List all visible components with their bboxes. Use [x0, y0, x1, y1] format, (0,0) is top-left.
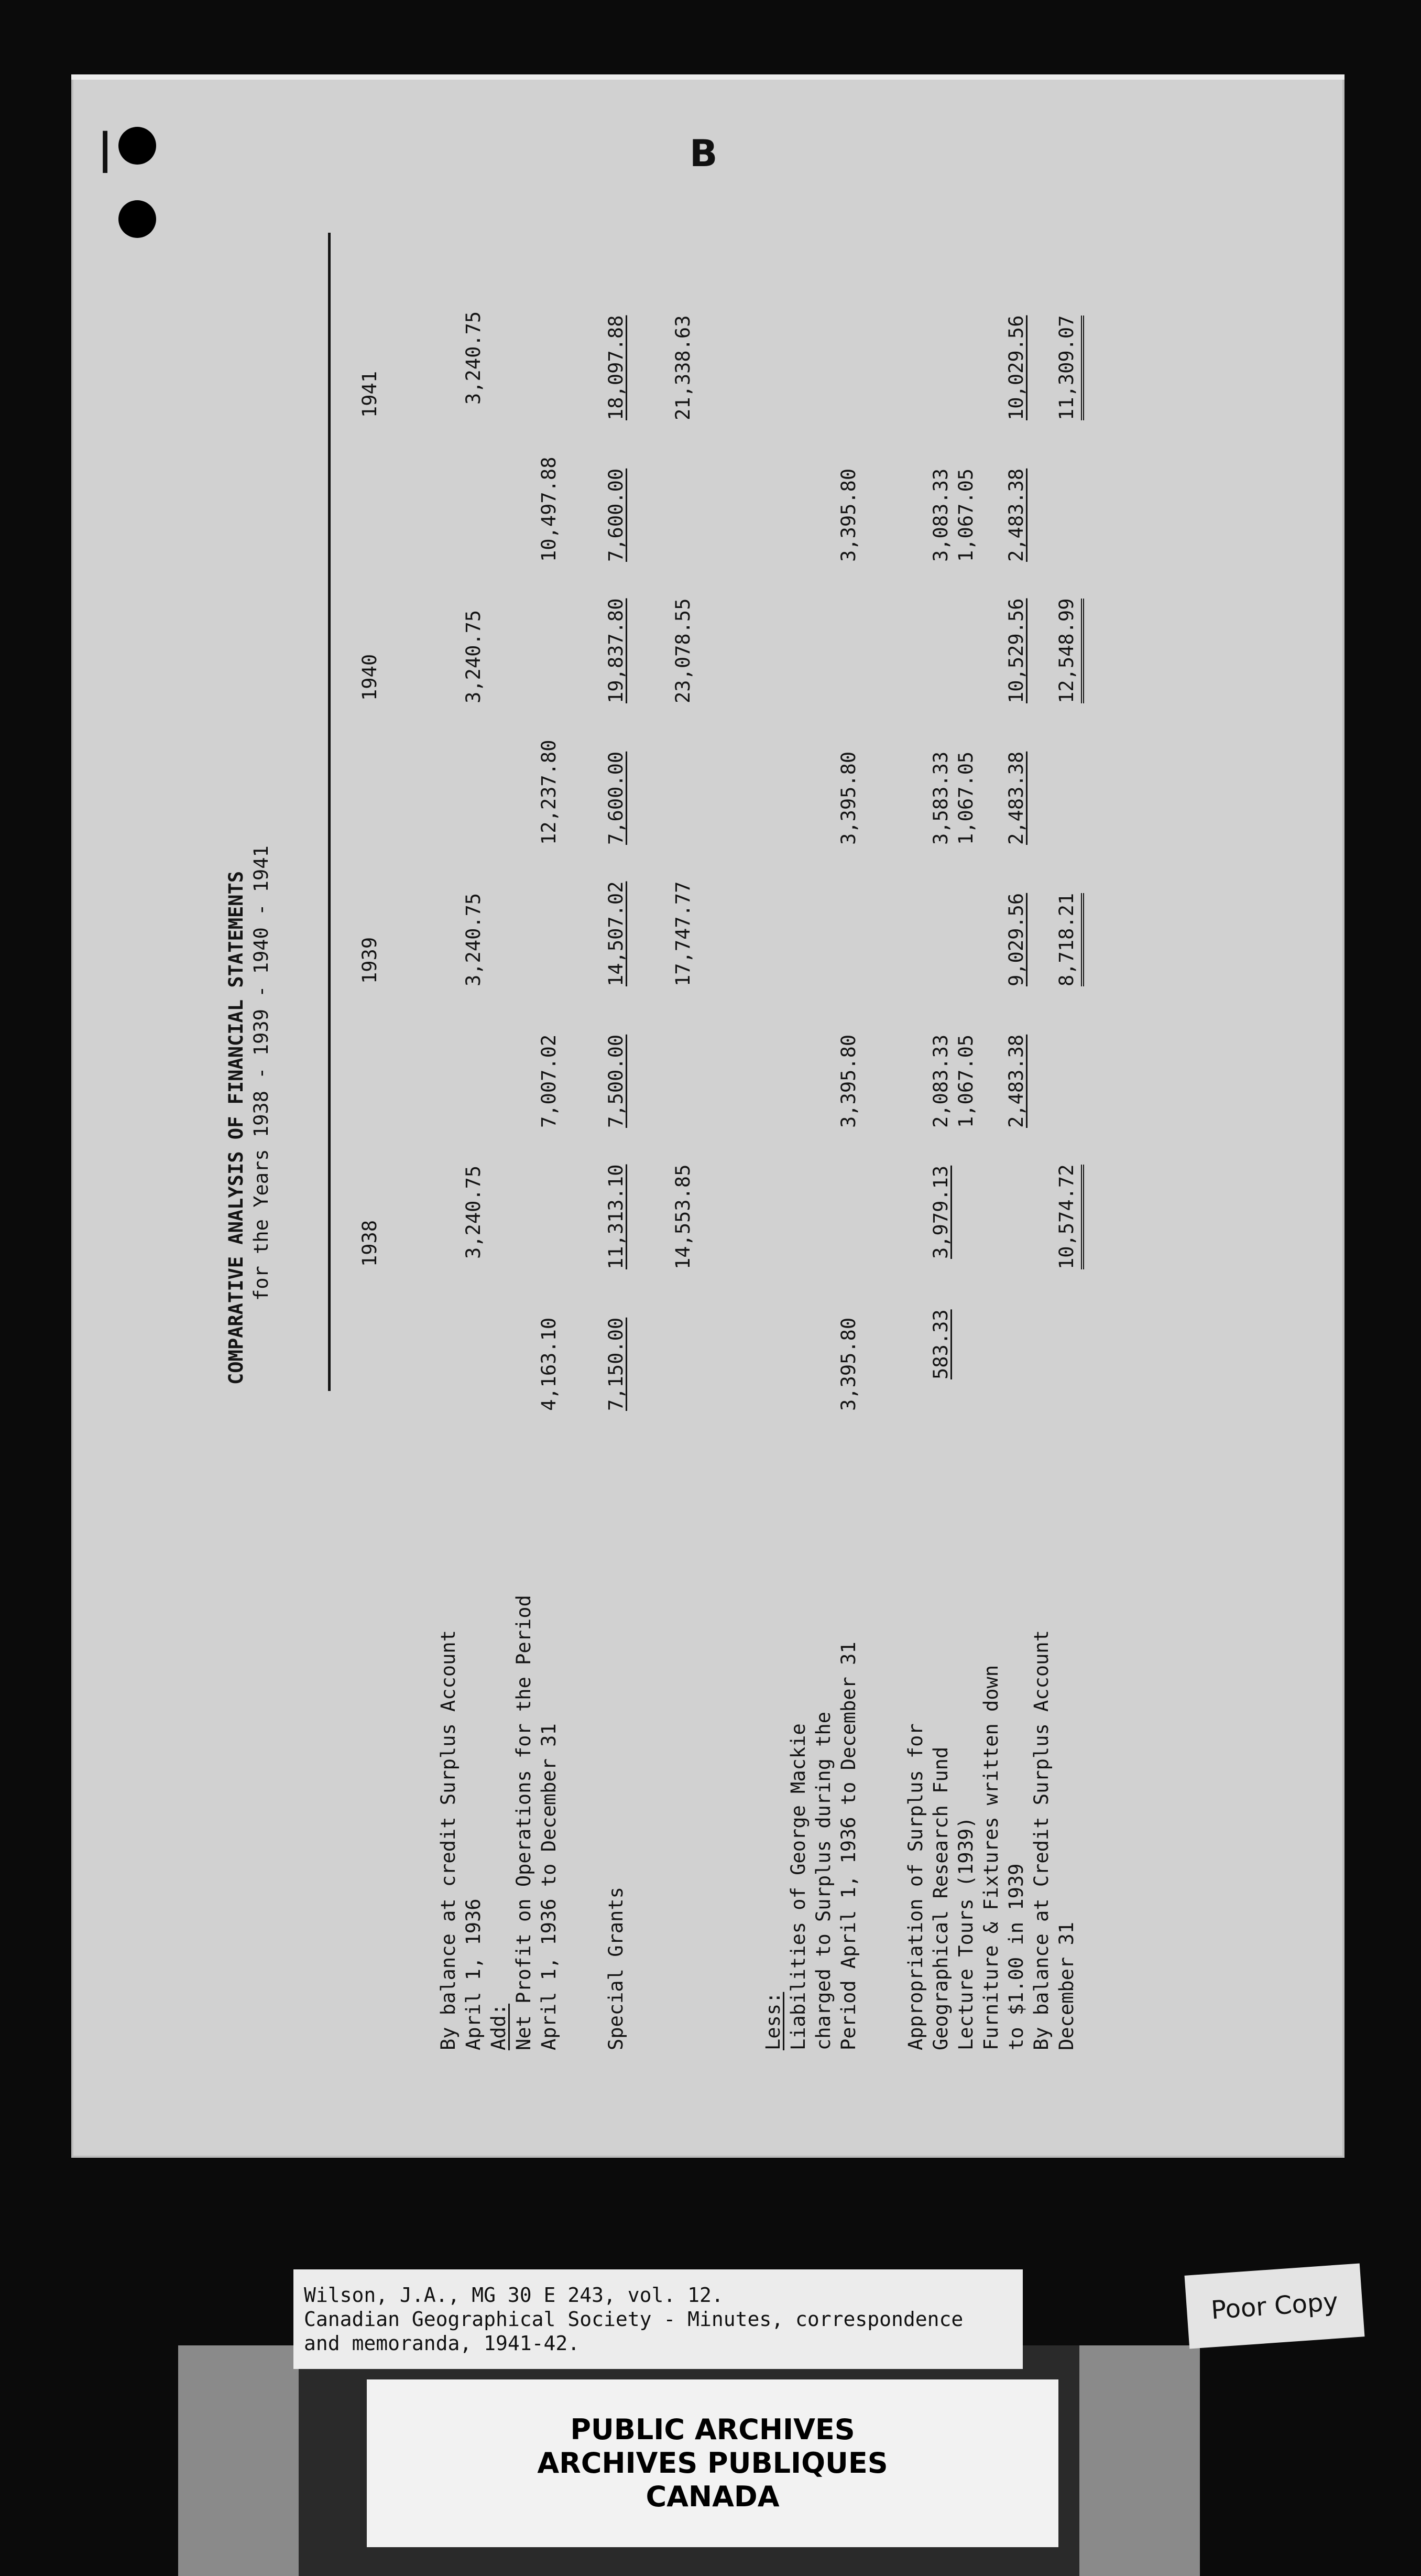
subtotal-1941: 21,338.63 — [672, 315, 694, 420]
less-total-1941: 10,029.56 — [1005, 315, 1028, 420]
archive-stamp — [367, 2379, 1058, 2547]
stamp-line-1: PUBLIC ARCHIVES — [570, 2413, 855, 2446]
statement-title: COMPARATIVE ANALYSIS OF FINANCIAL STATEMENTS — [225, 871, 247, 1385]
grants-1939: 7,500.00 — [605, 1034, 627, 1128]
research-fund-1938: 583.33 — [930, 1309, 952, 1379]
lecture-tours-1941: 1,067.05 — [955, 468, 977, 562]
citation-line-1: Wilson, J.A., MG 30 E 243, vol. 12. — [304, 2284, 724, 2307]
less-total-1940: 10,529.56 — [1005, 598, 1028, 703]
appropriation-label-2: Geographical Research Fund — [930, 1746, 952, 2050]
citation-line-2: Canadian Geographical Society - Minutes, correspondence — [304, 2308, 964, 2331]
liabilities-1939: 3,395.80 — [837, 1034, 860, 1128]
furniture-label-1: Furniture & Fixtures written down — [980, 1665, 1002, 2050]
less-total-1939: 9,029.56 — [1005, 893, 1028, 986]
mount-left-edge — [178, 2345, 299, 2576]
mount-right-edge — [1079, 2345, 1200, 2576]
grants-1941: 7,600.00 — [605, 468, 627, 562]
research-fund-1939: 2,083.33 — [930, 1034, 952, 1128]
year-1939-header: 1939 — [358, 937, 381, 984]
liabilities-1941: 3,395.80 — [837, 468, 860, 562]
furniture-1941: 2,483.38 — [1005, 468, 1028, 562]
furniture-1939: 2,483.38 — [1005, 1034, 1028, 1128]
poor-copy-note: Poor Copy — [1185, 2263, 1365, 2349]
furniture-1940: 2,483.38 — [1005, 751, 1028, 845]
net-profit-label-1: Net Profit on Operations for the Period — [512, 1595, 535, 2050]
appropriation-label-1: Appropriation of Surplus for — [904, 1723, 927, 2050]
grants-sum-1941: 18,097.88 — [605, 315, 627, 420]
subtotal-1938: 14,553.85 — [672, 1164, 694, 1269]
lecture-tours-1940: 1,067.05 — [955, 751, 977, 845]
citation-line-3: and memoranda, 1941-42. — [304, 2332, 580, 2355]
pencil-mark-b: B — [690, 132, 718, 175]
lecture-tours-1939: 1,067.05 — [955, 1034, 977, 1128]
header-rule — [328, 233, 331, 1391]
year-1940-header: 1940 — [358, 654, 381, 701]
net-profit-1941: 10,497.88 — [538, 456, 560, 562]
closing-1940: 12,548.99 — [1054, 599, 1084, 703]
grants-sum-1939: 14,507.02 — [605, 881, 627, 986]
net-profit-1940: 12,237.80 — [538, 740, 560, 845]
subtotal-1940: 23,078.55 — [672, 598, 694, 703]
less-label: Less: — [762, 1992, 784, 2050]
liabilities-label-3: Period April 1, 1936 to December 31 — [837, 1642, 860, 2050]
closing-label-1: By balance at Credit Surplus Account — [1030, 1630, 1053, 2050]
row-opening-label-1: By balance at credit Surplus Account — [437, 1630, 460, 2050]
closing-label-2: December 31 — [1055, 1921, 1078, 2050]
liabilities-1940: 3,395.80 — [837, 751, 860, 845]
opening-1938: 3,240.75 — [462, 1165, 485, 1259]
grants-sum-1940: 19,837.80 — [605, 598, 627, 703]
closing-1941: 11,309.07 — [1054, 316, 1084, 420]
pencil-mark-corner: | — [97, 124, 113, 173]
document-sheet — [71, 74, 1345, 2158]
net-profit-label-2: April 1, 1936 to December 31 — [538, 1723, 560, 2050]
closing-1939: 8,718.21 — [1054, 893, 1084, 986]
add-label: Add: — [487, 2003, 510, 2050]
citation-label — [293, 2269, 1023, 2369]
net-profit-1939: 7,007.02 — [538, 1034, 560, 1128]
net-profit-1938: 4,163.10 — [538, 1317, 560, 1411]
research-fund-1941: 3,083.33 — [930, 468, 952, 562]
grants-1940: 7,600.00 — [605, 751, 627, 845]
year-1941-header: 1941 — [358, 371, 381, 418]
rotated-statement — [113, 116, 1266, 2056]
liabilities-label-1: Liabilities of George Mackie — [787, 1723, 810, 2050]
row-opening-label-2: April 1, 1936 — [462, 1898, 485, 2050]
year-1938-header: 1938 — [358, 1220, 381, 1267]
research-fund-1940: 3,583.33 — [930, 751, 952, 845]
closing-1938: 10,574.72 — [1054, 1165, 1084, 1269]
opening-1939: 3,240.75 — [462, 893, 485, 986]
opening-1940: 3,240.75 — [462, 610, 485, 703]
grants-1938: 7,150.00 — [605, 1317, 627, 1411]
subtotal-1939: 17,747.77 — [672, 881, 694, 986]
grants-sum-1938: 11,313.10 — [605, 1164, 627, 1269]
lecture-tours-label: Lecture Tours (1939) — [955, 1817, 977, 2050]
stamp-line-2: ARCHIVES PUBLIQUES — [537, 2447, 888, 2480]
less-total-1938: 3,979.13 — [930, 1165, 952, 1259]
liabilities-1938: 3,395.80 — [837, 1317, 860, 1411]
opening-1941: 3,240.75 — [462, 311, 485, 405]
liabilities-label-2: charged to Surplus during the — [812, 1711, 835, 2050]
stamp-line-3: CANADA — [646, 2480, 780, 2513]
furniture-label-2: to $1.00 in 1939 — [1005, 1863, 1028, 2050]
statement-subtitle: for the Years 1938 - 1939 - 1940 - 1941 — [250, 845, 272, 1301]
special-grants-label: Special Grants — [605, 1887, 627, 2050]
